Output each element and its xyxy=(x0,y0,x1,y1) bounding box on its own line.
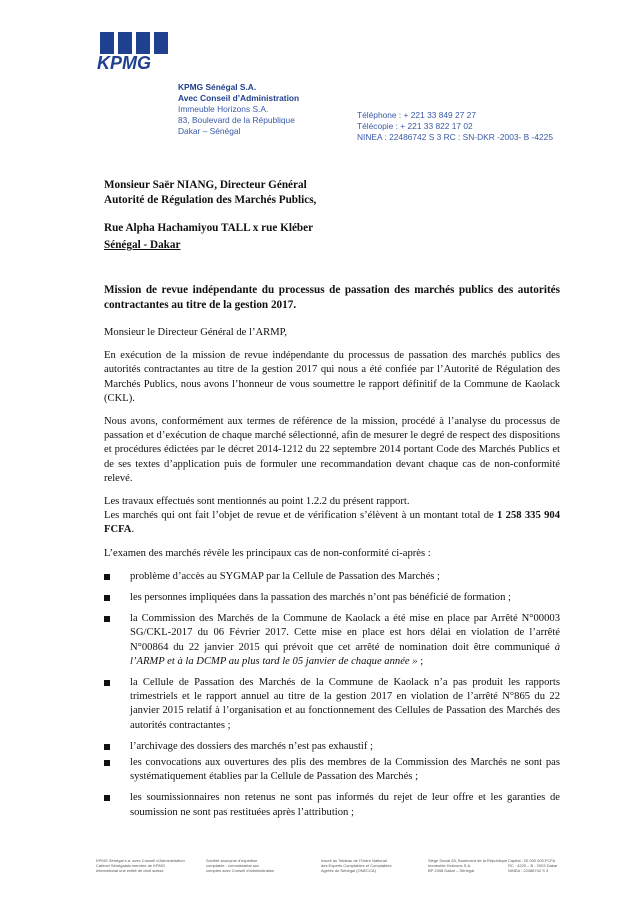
quoted-text: à l’ARMP et à la DCMP au plus tard le 05 janvier de chaque année » xyxy=(130,641,560,667)
paragraph-text: Les marchés qui ont fait l’objet de revue et de vérification s’élèvent à un montant total de xyxy=(104,510,494,522)
footer-line: NINEA : 22486742 S 3 xyxy=(508,868,549,873)
square-bullet-icon xyxy=(104,744,110,750)
square-bullet-icon xyxy=(104,760,110,766)
list-item xyxy=(104,612,560,669)
list-item-text: problème d’accès au SYGMAP par la Cellule de Passation des Marchés ; xyxy=(130,570,440,582)
footer-col-legal xyxy=(96,858,185,873)
ninea-rc: NINEA : 22486742 S 3 RC : SN-DKR -2003- B -4225 xyxy=(357,132,553,142)
recipient-org: Autorité de Régulation des Marchés Publics, xyxy=(104,194,317,206)
list-item xyxy=(104,756,560,784)
list-item xyxy=(104,676,560,733)
company-board: Avec Conseil d’Administration xyxy=(178,93,300,103)
list-item-text: les soumissionnaires non retenus ne sont pas informés du rejet de leur offre et les garanties de soumission ne sont pas restituées après l’attribution ; xyxy=(130,792,560,818)
footer-line: International une entité de droit suisse xyxy=(96,868,164,873)
square-bullet-icon xyxy=(104,616,110,622)
company-name: KPMG Sénégal S.A. xyxy=(178,82,257,92)
paragraph: L’examen des marchés révèle les principaux cas de non-conformité ci-après : xyxy=(104,547,431,559)
paragraph: Nous avons, conformément aux termes de référence de la mission, procédé à l’analyse du processus de passation et d’exécution de chaque marché sélectionné, afin de mesurer le degré de respect des dispositions et procédures édictées par le décret 2014-1212 du 22 septembre 2014 portant Code des Marchés Publics et de ses textes d’application puis de formuler une recommandation devant chaque cas de non-conformité relevé. xyxy=(104,416,560,484)
square-bullet-icon xyxy=(104,595,110,601)
list-item-end: ; xyxy=(420,655,424,667)
footer-line: Société anonyme d’expertise xyxy=(206,858,258,863)
footer-col-type xyxy=(206,858,274,873)
footer-line: comptable - commissariat aux xyxy=(206,863,260,868)
contact-block xyxy=(357,110,553,143)
list-item-text: la Commission des Marchés de la Commune de Kaolack a été mise en place par Arrêté N°00003 SG/CKL-2017 du 06 Février 2017. Cette mise en place est hors délai en violation de l’arrêté N°00864 du 22 janvier 2015 qui prévoit que cet arrêté de nomination doit être communiqué xyxy=(130,613,560,653)
list-item-text: la Cellule de Passation des Marchés de la Commune de Kaolack n’a pas produit les rapports trimestriels et le rapport annuel au titre de la gestion 2017 en violation de l’arrêté N°865 du 22 janvier 2015 relatif à l’organisation et au fonctionnement des Cellules de Passation des Marchés des autorités contractantes ; xyxy=(130,677,560,731)
fax: Télécopie : + 221 33 822 17 02 xyxy=(357,121,473,131)
footer-line: Siège Social 83, Boulevard de la République xyxy=(428,858,508,863)
kpmg-logo xyxy=(96,30,174,72)
address-line: Immeuble Horizons S.A. xyxy=(178,104,269,114)
footer-line: Cabinet Sénégalais membre de KPMG xyxy=(96,863,165,868)
paragraph-end: . xyxy=(131,524,135,536)
list-item xyxy=(104,740,560,754)
recipient-name: Monsieur Saër NIANG, Directeur Général xyxy=(104,179,307,191)
footer-line: RC : 4225 – B - 2003 Dakar xyxy=(508,863,558,868)
footer-line: Capital : 20 000 000 FCFA xyxy=(508,858,556,863)
footer-line: Immeuble Horizons S.A. xyxy=(428,863,472,868)
footer-line: BP 2398 Dakar – Sénégal xyxy=(428,868,475,873)
footer-line: des Experts Comptables et Comptables xyxy=(321,863,392,868)
total-amount: 1 258 335 904 FCFA xyxy=(104,510,560,536)
list-item-text: les convocations aux ouvertures des plis des membres de la Commission des Marchés ne sont pas systématiquement établies par la Cellule de Passation des Marchés ; xyxy=(130,757,560,783)
footer-line: Inscrit au Tableau de l’Ordre National xyxy=(321,858,387,863)
square-bullet-icon xyxy=(104,795,110,801)
footer-line: Agréés du Sénégal (ONECCA) xyxy=(321,868,376,873)
square-bullet-icon xyxy=(104,680,110,686)
paragraph xyxy=(104,509,560,537)
findings-list xyxy=(104,570,560,820)
letter-body xyxy=(104,326,560,827)
footer-col-capital xyxy=(508,858,557,873)
phone: Téléphone : + 221 33 849 27 27 xyxy=(357,110,476,120)
square-bullet-icon xyxy=(104,574,110,580)
list-item-text: les personnes impliquées dans la passation des marchés n’ont pas bénéficié de formation ; xyxy=(130,592,511,604)
list-item xyxy=(104,791,560,819)
list-item xyxy=(104,591,560,605)
address-line: Dakar – Sénégal xyxy=(178,126,241,136)
list-item xyxy=(104,570,560,584)
paragraph: Les travaux effectués sont mentionnés au point 1.2.2 du présent rapport. xyxy=(104,496,410,508)
subject: Mission de revue indépendante du processus de passation des marchés publics des autorités contractantes au titre de la gestion 2017. xyxy=(104,284,560,311)
footer-line: comptes avec Conseil d’administration xyxy=(206,868,275,873)
recipient xyxy=(104,178,316,208)
logo-text: KPMG xyxy=(97,53,151,72)
footer-col-registry xyxy=(321,858,391,873)
street: Rue Alpha Hachamiyou TALL x rue Kléber xyxy=(104,222,314,234)
salutation: Monsieur le Directeur Général de l’ARMP, xyxy=(104,327,287,338)
footer-line: KPMG Sénégal s.a. avec Conseil d’Administration xyxy=(96,858,185,863)
address-line: 83, Boulevard de la République xyxy=(178,115,295,125)
city: Sénégal - Dakar xyxy=(104,239,181,251)
footer-col-seat xyxy=(428,858,507,873)
list-item-text: l’archivage des dossiers des marchés n’est pas exhaustif ; xyxy=(130,740,373,752)
recipient-address xyxy=(104,220,313,254)
company-header xyxy=(178,82,299,137)
paragraph: En exécution de la mission de revue indépendante du processus de passation des marchés publics des autorités contractantes au titre de la gestion 2017 qui nous a été confiée par l’Autorité de Régulation des Marchés Publics, nous avons l’honneur de vous soumettre le rapport définitif de la Commune de Kaolack (CKL). xyxy=(104,350,560,404)
